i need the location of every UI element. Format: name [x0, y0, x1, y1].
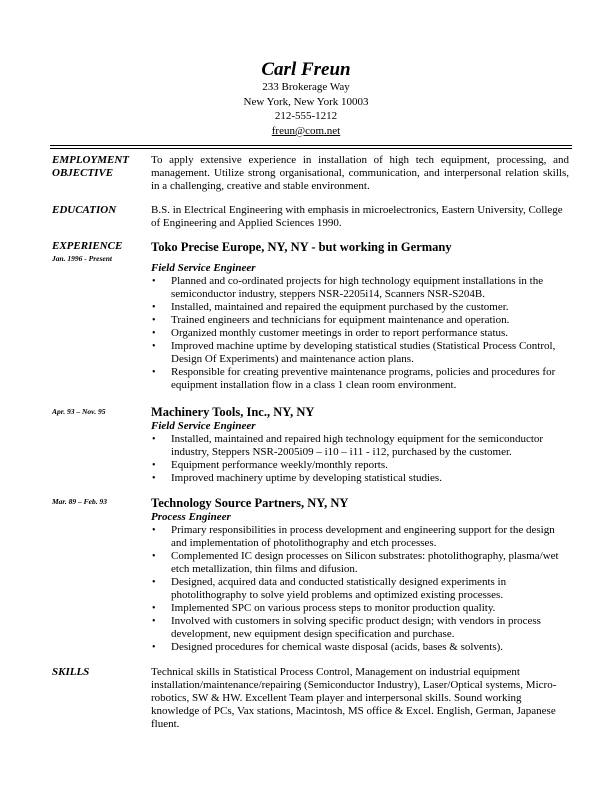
list-item: • Trained engineers and technicians for equipment maintenance and operation. [152, 314, 510, 326]
list-item: • Equipment performance weekly/monthly reports. [152, 459, 388, 471]
objective-text: To apply extensive experience in installation of high tech equipment, processing, and management. Utilize strong organisational, communication, and interpersonal relation skills, in a challenging, creative and stable environment. [151, 154, 569, 192]
job-entry [151, 240, 569, 392]
objective-label-line1: EMPLOYMENT [52, 154, 129, 166]
bullet-glyph: • [152, 642, 156, 653]
bullet-glyph: • [152, 577, 156, 588]
bullet-glyph: • [152, 460, 156, 471]
bullet-glyph: • [152, 551, 156, 562]
candidate-name: Carl Freun [261, 59, 351, 80]
list-item: • Installed, maintained and repaired high technology equipment for the semiconductor industry, Steppers NSR-2005i09 – i10 – i11 - i12, purchased by the customer. [152, 433, 544, 458]
list-item: • Responsible for creating preventive maintenance programs, policies and procedures for equipment installation flow in a class 1 clean room environment. [152, 366, 556, 391]
job-duties-list [151, 433, 569, 485]
bullet-glyph: • [152, 616, 156, 627]
bullet-glyph: • [152, 341, 156, 352]
objective-label [52, 154, 129, 180]
header-divider-bottom [50, 148, 572, 149]
objective-label-line2: OBJECTIVE [52, 167, 114, 179]
list-item: • Implemented SPC on various process steps to monitor production quality. [152, 602, 496, 614]
bullet-glyph: • [152, 367, 156, 378]
list-item: • Complemented IC design processes on Silicon substrates: photolithography, plasma/wet etch metallization, thin films and difusion. [152, 550, 559, 575]
list-item: • Planned and co-ordinated projects for high technology equipment installations in the semiconductor industry, steppers NSR-2205i14, Scanners NSR-S204B. [152, 275, 544, 300]
job-dates: Jan. 1996 - Present [52, 254, 112, 263]
list-item: • Improved machinery uptime by developing statistical studies. [152, 472, 442, 484]
contact-header [0, 60, 612, 138]
skills-label: SKILLS [52, 666, 90, 678]
list-item: • Designed procedures for chemical waste disposal (acids, bases & solvents). [152, 641, 504, 653]
job-dates: Apr. 93 – Nov. 95 [52, 407, 106, 416]
bullet-glyph: • [152, 603, 156, 614]
bullet-glyph: • [152, 276, 156, 287]
bullet-glyph: • [152, 525, 156, 536]
list-item: • Designed, acquired data and conducted statistically designed experiments in photolithography to solve yield problems and optimized existing processes. [152, 576, 507, 601]
employer-name: Technology Source Partners, NY, NY [151, 496, 349, 510]
bullet-glyph: • [152, 434, 156, 445]
list-item: • Installed, maintained and repaired the equipment purchased by the customer. [152, 301, 509, 313]
job-entry [151, 496, 569, 654]
bullet-glyph: • [152, 473, 156, 484]
experience-label: EXPERIENCE [52, 240, 123, 252]
education-label: EDUCATION [52, 204, 117, 216]
employer-name: Toko Precise Europe, NY, NY - but working in Germany [151, 240, 452, 254]
education-text: B.S. in Electrical Engineering with emphasis in microelectronics, Eastern University, College of Engineering and Applied Sciences 1990. [151, 204, 563, 229]
job-title: Field Service Engineer [151, 420, 256, 432]
job-title: Process Engineer [151, 511, 231, 523]
skills-text: Technical skills in Statistical Process Control, Management on industrial equipment installation/maintenance/repairing (Semiconductor Industry), Laser/Optical systems, Micro-robotics, SW & HW. Excellent Team player and interpersonal skills. Sound working knowledge of PCs, Vax stations, Macintosh, MS office & Excel. English, German, Japanese fluent. [151, 666, 557, 730]
email-link[interactable]: freun@com.net [271, 124, 341, 137]
employer-name: Machinery Tools, Inc., NY, NY [151, 405, 315, 419]
bullet-glyph: • [152, 328, 156, 339]
city-state-zip: New York, New York 10003 [243, 95, 369, 108]
job-entry [151, 405, 569, 485]
job-title: Field Service Engineer [151, 262, 256, 274]
phone-number: 212-555-1212 [274, 110, 338, 123]
bullet-glyph: • [152, 315, 156, 326]
job-duties-list [151, 524, 569, 654]
header-divider-top [50, 145, 572, 146]
job-dates: Mar. 89 – Feb. 93 [52, 497, 108, 506]
list-item: • Organized monthly customer meetings in order to report performance status. [152, 327, 509, 339]
job-duties-list [151, 275, 569, 392]
list-item: • Involved with customers in solving specific product design; with vendors in process development, new equipment design specification and purchase. [152, 615, 541, 640]
bullet-glyph: • [152, 302, 156, 313]
list-item: • Primary responsibilities in process development and engineering support for the design and implementation of photolithography and etch processes. [152, 524, 555, 549]
street-address: 233 Brokerage Way [262, 81, 350, 93]
list-item: • Improved machine uptime by developing statistical studies (Statistical Process Control, Design Of Experiments) and maintenance action plans. [152, 340, 556, 365]
